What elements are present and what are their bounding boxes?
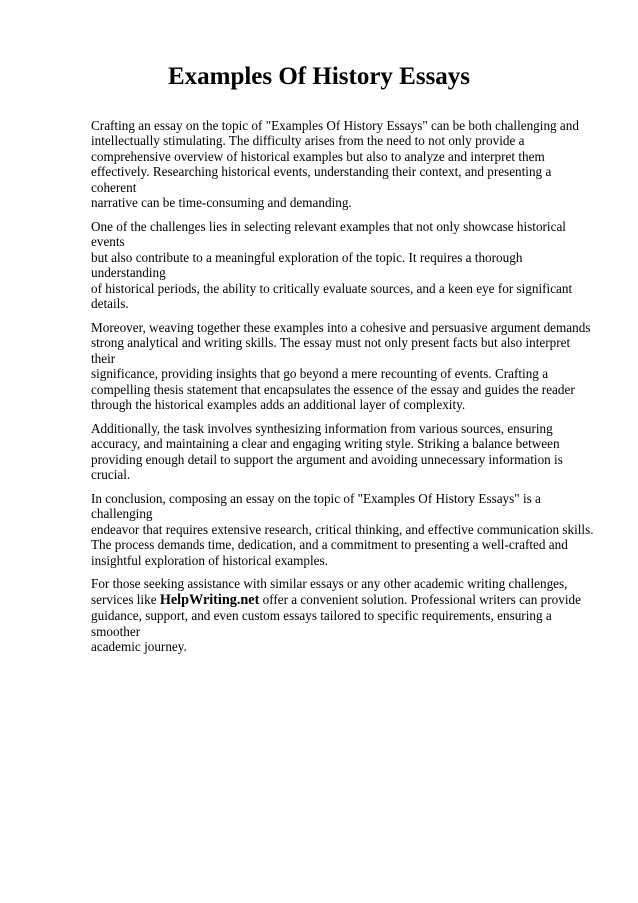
document-title: Examples Of History Essays <box>167 63 471 90</box>
paragraph-3: Moreover, weaving together these examples into a cohesive and persuasive argument demands strong analytical and writing skills. The essay must not only present facts but also interpret their significance, providing insights that go beyond a mere recounting of events. Crafting a compelling thesis statement that encapsulates the essence of the essay and guides the reader through the historical examples adds an additional layer of complexity. <box>91 319 591 412</box>
paragraph-2: One of the challenges lies in selecting relevant examples that not only showcase historical events but also contribute to a meaningful exploration of the topic. It requires a thorough understanding of historical periods, the ability to critically evaluate sources, and a keen eye for significant details. <box>91 218 573 311</box>
paragraph-6-text-before: For those seeking assistance with similar essays or any other academic writing challenges, services like <box>91 576 568 607</box>
paragraph-1: Crafting an essay on the topic of "Examples Of History Essays" can be both challenging and intellectually stimulating. The difficulty arises from the need to not only provide a comprehensive overview of historical examples but also to analyze and interpret them effectively. Researching historical events, understanding their context, and presenting a coherent narrative can be time-consuming and demanding. <box>91 118 579 211</box>
paragraph-6 <box>91 576 594 654</box>
paragraph-6-text-after: offer a convenient solution. Professional writers can provide guidance, support, and even custom essays tailored to specific requirements, ensuring a smoother academic journey. <box>91 591 581 655</box>
paragraph-4: Additionally, the task involves synthesizing information from various sources, ensuring accuracy, and maintaining a clear and engaging writing style. Striking a balance between providing enough detail to support the argument and avoiding unnecessary information is crucial. <box>91 420 563 483</box>
helpwriting-brand-text: HelpWriting.net <box>159 591 260 608</box>
paragraph-5: In conclusion, composing an essay on the topic of "Examples Of History Essays" is a challenging endeavor that requires extensive research, critical thinking, and effective communication skills. The process demands time, dedication, and a commitment to presenting a well-crafted and insightful exploration of historical examples. <box>91 490 594 568</box>
